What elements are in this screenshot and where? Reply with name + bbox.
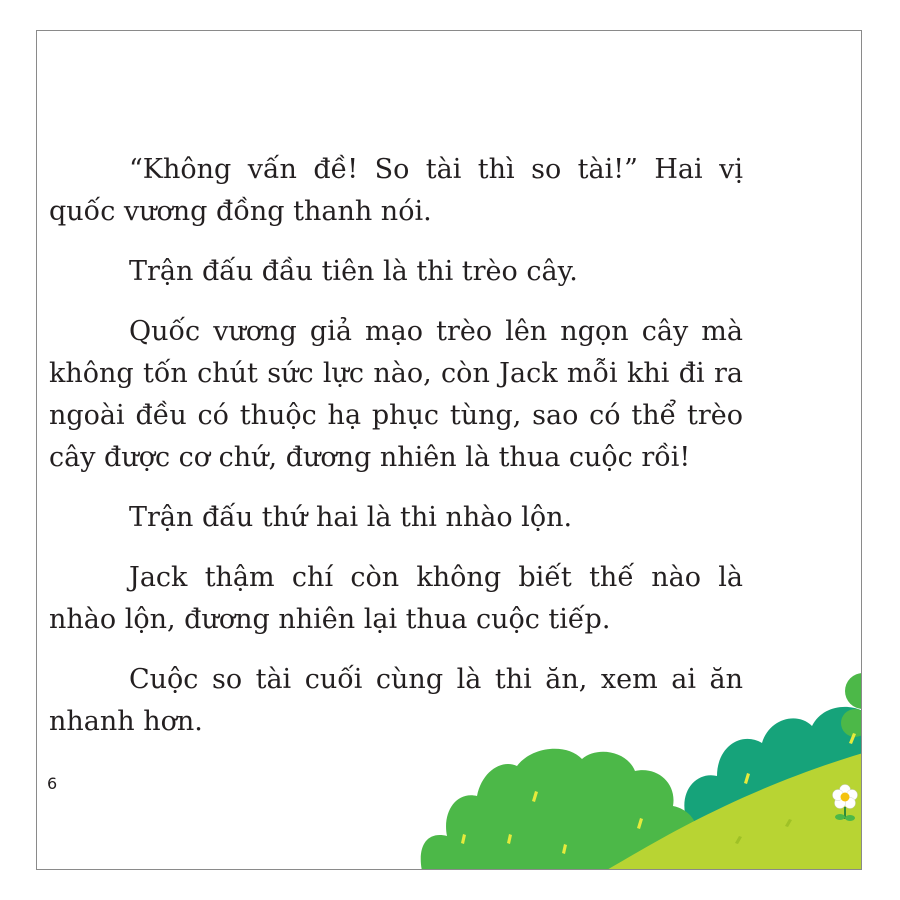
- paragraph-3: Quốc vương giả mạo trèo lên ngọn cây mà không tốn chút sức lực nào, còn Jack mỗi khi đi ra ngoài đều có thuộc hạ phục tùng, sao có thể trèo cây được cơ chứ, đương nhiên là thua cuộc rồi!: [49, 316, 743, 473]
- paragraph-6: Cuộc so tài cuối cùng là thi ăn, xem ai ăn nhanh hơn.: [49, 664, 743, 737]
- page-number: 6: [47, 774, 58, 793]
- paragraph-4: Trận đấu thứ hai là thi nhào lộn.: [129, 502, 573, 533]
- grass-hill-icon: [605, 753, 862, 870]
- bush-icon: [421, 749, 697, 870]
- paragraph-1: “Không vấn đề! So tài thì so tài!” Hai vị quốc vương đồng thanh nói.: [49, 154, 743, 227]
- book-page: [36, 30, 862, 870]
- daisy-flower-icon: [833, 785, 858, 822]
- paragraph-5: Jack thậm chí còn không biết thế nào là nhào lộn, đương nhiên lại thua cuộc tiếp.: [49, 562, 743, 635]
- story-text: [49, 149, 743, 761]
- paragraph-2: Trận đấu đầu tiên là thi trèo cây.: [129, 256, 578, 287]
